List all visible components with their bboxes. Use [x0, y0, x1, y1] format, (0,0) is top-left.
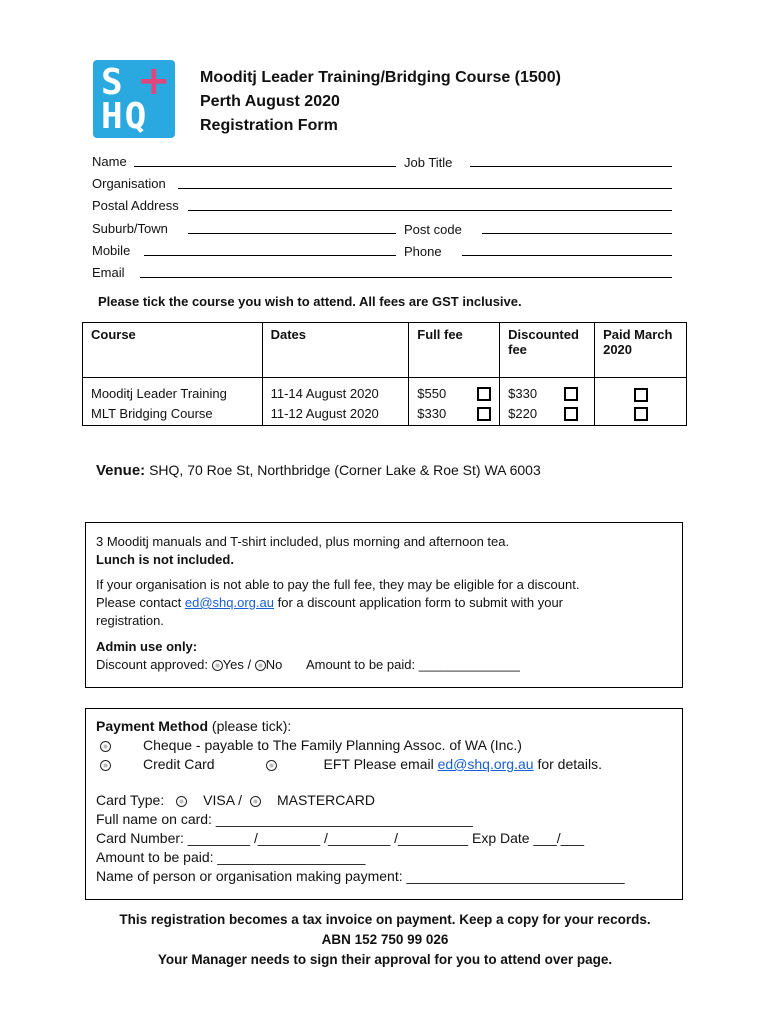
col-full-fee: Full fee [409, 323, 500, 378]
card-number: Card Number: ________ /________ /________ /_________ Exp Date ___/___ [96, 830, 585, 846]
table-header [83, 323, 687, 378]
course-dates: 11-14 August 2020 [262, 378, 409, 404]
table-row [83, 404, 687, 426]
footer: This registration becomes a tax invoice on payment. Keep a copy for your records. ABN 152 750 99 026 Your Manager needs to sign their approval for you to attend over page. [119, 912, 651, 967]
full-fee-checkbox[interactable] [477, 387, 491, 401]
paid-march-checkbox[interactable] [634, 388, 648, 402]
col-paid-march: Paid March 2020 [595, 323, 687, 378]
payment-box: Payment Method (please tick): Cheque - payable to The Family Planning Assoc. of WA (Inc.) Credit Card EFT Please email ed@shq.org.au for details. Card Type: VISA / MASTERCARD Full name on card: _________________________________ Card Number: ________ /________ /________ /_________ Exp Date ___/___ Amount to be paid: ___________________ Name of person or organisation making payment: ____________________________ [85, 708, 683, 900]
suburb-field[interactable] [188, 233, 396, 234]
table-row [83, 378, 687, 404]
discount-yes-radio[interactable] [212, 660, 223, 671]
email-field[interactable] [140, 277, 672, 278]
info-box: 3 Mooditj manuals and T-shirt included, plus morning and afternoon tea. Lunch is not included. If your organisation is not able to pay the full fee, they may be eligible for a discount. Please contact ed@shq.org.au for a discount application form to submit with your registration. Admin use only: Discount approved: Yes / No Amount to be paid: ______________ [85, 522, 683, 688]
email-label: Email [92, 265, 125, 280]
job-title-field[interactable] [470, 166, 672, 167]
organisation-field[interactable] [178, 188, 672, 189]
discounted-fee: $330 [508, 386, 538, 401]
col-course: Course [83, 323, 263, 378]
job-title-label: Job Title [404, 155, 453, 170]
eft-radio[interactable] [266, 760, 277, 771]
payer-name: Name of person or organisation making payment: ____________________________ [96, 868, 625, 884]
name-field[interactable] [134, 166, 396, 167]
col-dates: Dates [262, 323, 409, 378]
organisation-label: Organisation [92, 176, 166, 191]
col-discounted-fee: Discounted fee [500, 323, 595, 378]
discounted-fee-checkbox[interactable] [564, 387, 578, 401]
amount-to-be-paid: Amount to be paid: ___________________ [96, 849, 366, 865]
phone-label: Phone [404, 244, 442, 259]
mobile-field[interactable] [144, 255, 396, 256]
post-code-label: Post code [404, 222, 462, 237]
cheque-radio[interactable] [100, 741, 111, 752]
discounted-fee: $220 [508, 405, 538, 421]
full-fee: $330 [417, 405, 447, 421]
course-table [82, 322, 687, 426]
venue: Venue: SHQ, 70 Roe St, Northbridge (Corner Lake & Roe St) WA 6003 [96, 462, 541, 479]
course-name: Mooditj Leader Training [83, 378, 263, 404]
discount-approved-row: Discount approved: Yes / No Amount to be paid: ______________ [96, 657, 520, 672]
credit-card-radio[interactable] [100, 760, 111, 771]
post-code-field[interactable] [482, 233, 672, 234]
postal-address-field[interactable] [188, 210, 672, 211]
course-name: MLT Bridging Course [83, 404, 263, 426]
course-dates: 11-12 August 2020 [262, 404, 409, 426]
full-fee: $550 [417, 386, 447, 401]
discounted-fee-checkbox[interactable] [564, 407, 578, 421]
name-label: Name [92, 154, 127, 169]
postal-address-label: Postal Address [92, 198, 179, 213]
eft-email-link[interactable]: ed@shq.org.au [437, 756, 534, 772]
paid-march-checkbox[interactable] [634, 407, 648, 421]
full-name-on-card: Full name on card: _________________________________ [96, 811, 473, 827]
contact-email-link[interactable]: ed@shq.org.au [184, 595, 274, 610]
visa-radio[interactable] [176, 796, 187, 807]
mobile-label: Mobile [92, 243, 131, 258]
full-fee-checkbox[interactable] [477, 407, 491, 421]
form-title: Mooditj Leader Training/Bridging Course (1500) Perth August 2020 Registration Form [200, 69, 561, 134]
shq-logo: S + HQ [93, 60, 175, 138]
course-instruction: Please tick the course you wish to attend. All fees are GST inclusive. [98, 294, 522, 309]
mastercard-radio[interactable] [250, 796, 261, 807]
suburb-label: Suburb/Town [92, 221, 168, 236]
discount-no-radio[interactable] [255, 660, 266, 671]
phone-field[interactable] [462, 255, 672, 256]
